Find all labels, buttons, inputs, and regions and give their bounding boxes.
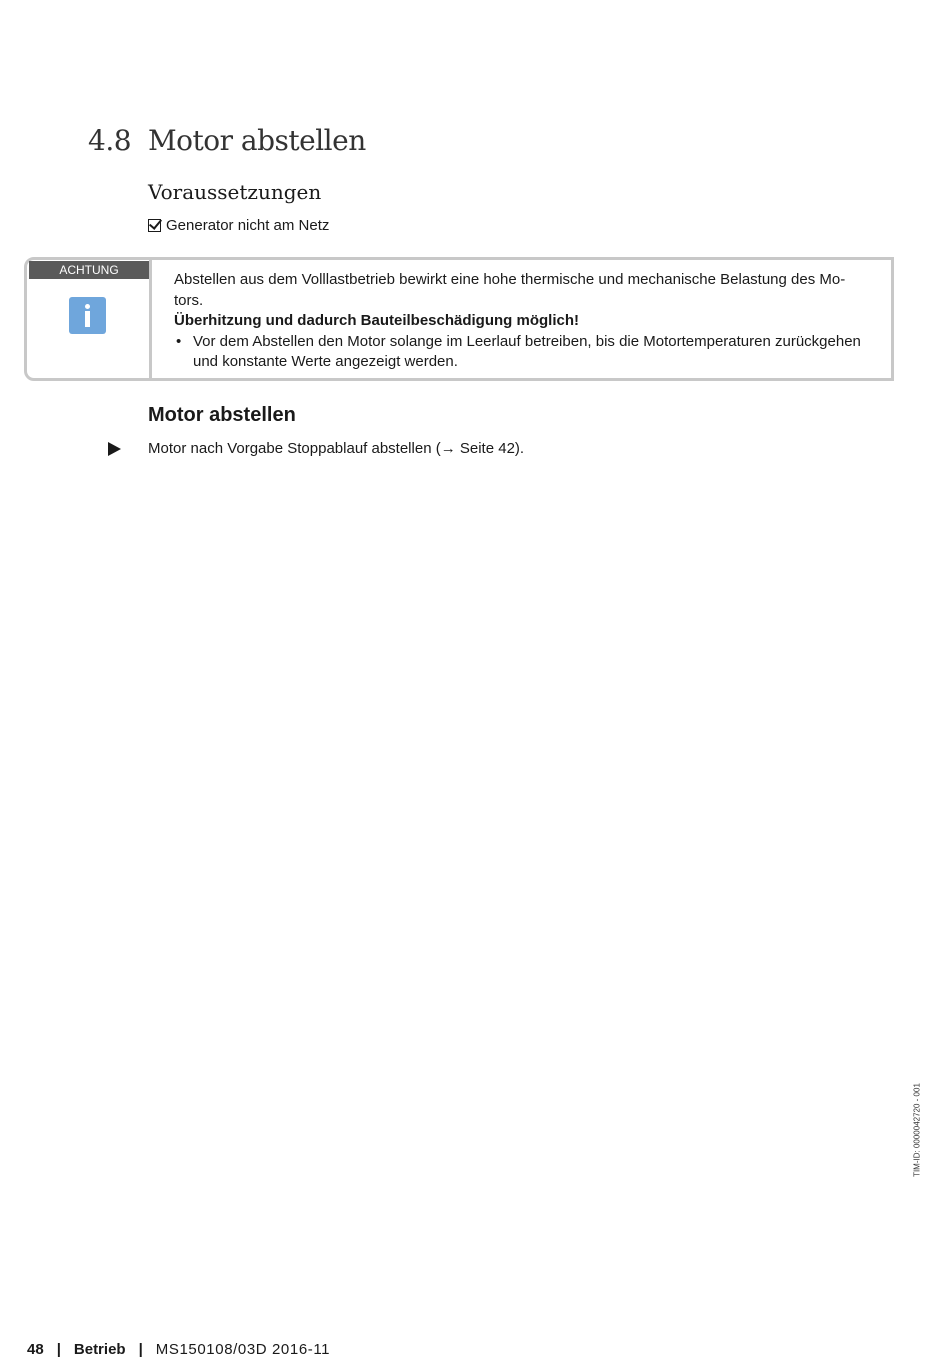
document-id: MS150108/03D 2016-11 (155, 1341, 331, 1358)
notice-body (174, 270, 890, 373)
prerequisites-heading: Voraussetzungen (148, 180, 322, 204)
prerequisite-text: Generator nicht am Netz (166, 217, 330, 234)
notice-text-line1: Abstellen aus dem Volllastbetrieb bewirkt eine hohe thermische und mechanische Belastung des Mo- (174, 271, 846, 288)
section-title: Motor abstellen (148, 124, 366, 157)
bullet-text-line1: Vor dem Abstellen den Motor solange im Leerlauf betreiben, bis die Motortemperaturen zurückgehen (193, 332, 861, 350)
procedure-heading: Motor abstellen (148, 404, 296, 426)
checkbox-checked-icon (148, 219, 161, 232)
tim-id: TIM-ID: 0000042720 - 001 (912, 1083, 922, 1177)
chapter-name: Betrieb (73, 1341, 126, 1358)
bullet-text-line2: und konstante Werte angezeigt werden. (193, 353, 458, 370)
notice-text-line2: tors. (174, 291, 204, 309)
bullet-icon: • (176, 332, 182, 350)
procedure-step-text: Motor nach Vorgabe Stoppablauf abstellen (→ Seite 42). (148, 440, 525, 457)
procedure-step (108, 440, 524, 457)
page-number: 48 (27, 1341, 44, 1358)
page-footer (27, 1341, 330, 1358)
triangle-arrow-icon (108, 442, 121, 456)
notice-label: ACHTUNG (29, 261, 149, 279)
section-number: 4.8 (88, 124, 132, 157)
footer-separator: | (56, 1341, 61, 1358)
footer-separator: | (138, 1341, 143, 1358)
info-icon (69, 297, 106, 334)
prerequisite-item (148, 217, 329, 234)
notice-bullet-item (174, 332, 890, 373)
notice-icon-column (27, 260, 152, 378)
notice-warning: Überhitzung und dadurch Bauteilbeschädigung möglich! (174, 312, 579, 329)
notice-box (24, 257, 894, 381)
